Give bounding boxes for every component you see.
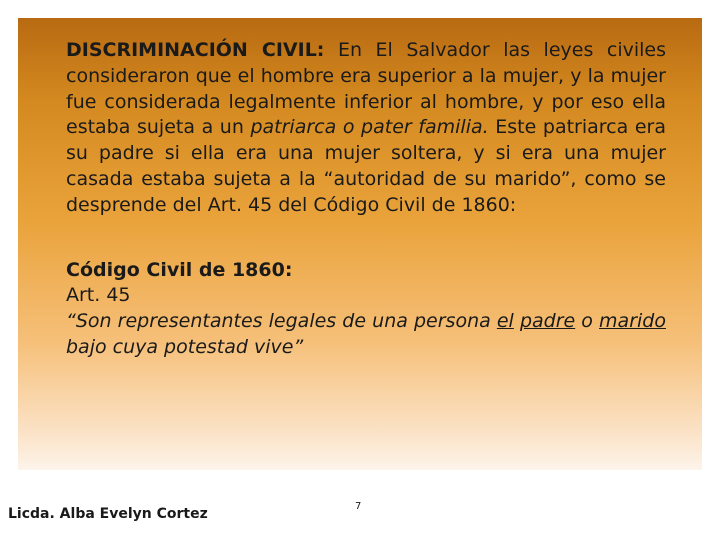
article-quote: [66, 309, 666, 361]
footer-author: Licda. Alba Evelyn Cortez: [8, 506, 208, 522]
paragraph-discrimination: [66, 38, 666, 219]
quote-part2: o: [575, 310, 600, 333]
paragraph-italic-term: patriarca o pater familia.: [250, 116, 489, 139]
code-citation: [66, 258, 666, 361]
slide-content: [66, 38, 666, 361]
paragraph-heading: DISCRIMINACIÓN CIVIL:: [66, 39, 325, 61]
quote-part3: bajo cuya potestad vive”: [66, 335, 304, 358]
quote-el: el: [496, 310, 514, 333]
quote-part1: “Son representantes legales de una persona: [66, 310, 497, 333]
paragraph-text-b: Este patriarca era su padre si ella era una mujer soltera, y si era una mujer casada estaba sujeta a la “autoridad de su marido”, como se desprende del Art. 45 del Código Civil de 1860:: [66, 116, 666, 216]
page-number: 7: [355, 501, 362, 512]
paragraph-text-a: En El Salvador las leyes civiles consideraron que el hombre era superior a la mujer, y la mujer fue considerada legalmente inferior al hombre, y por eso ella estaba sujeta a un: [66, 39, 666, 139]
quote-padre: padre: [519, 310, 576, 333]
quote-marido: marido: [599, 310, 666, 333]
article-number: Art. 45: [66, 284, 131, 307]
code-title: Código Civil de 1860:: [66, 258, 293, 281]
